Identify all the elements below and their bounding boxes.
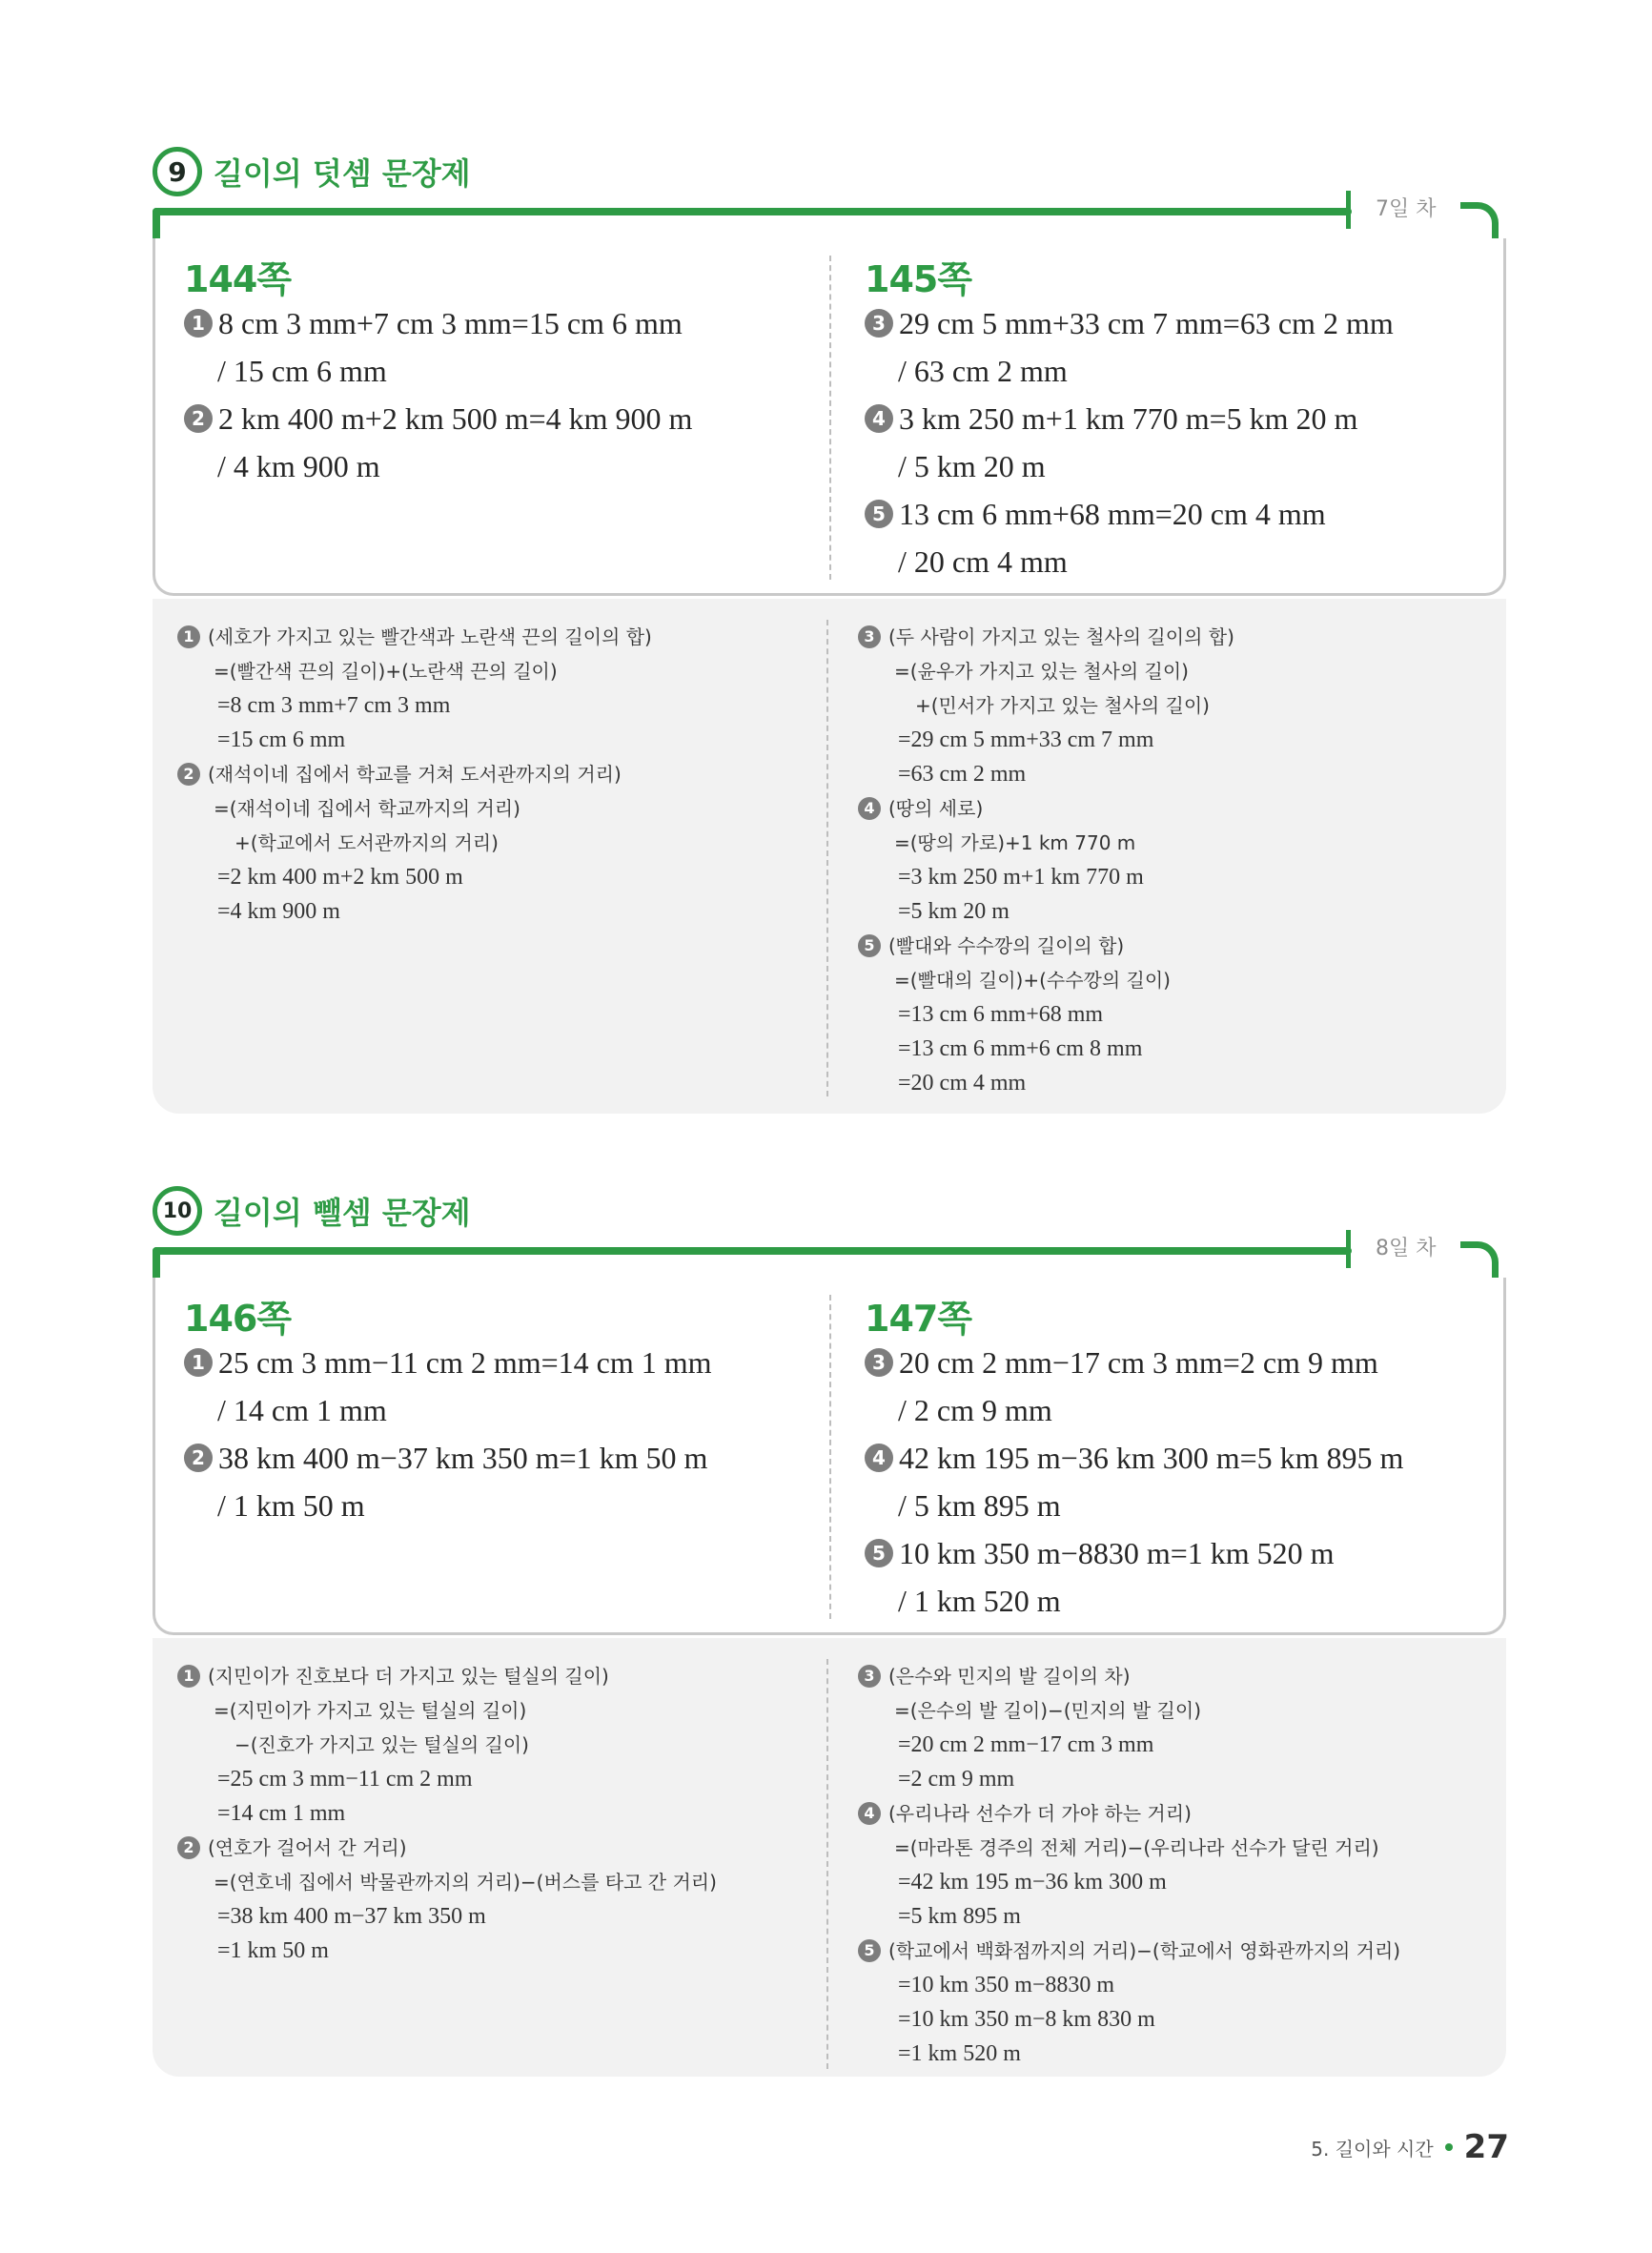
page-label-right: [865, 1289, 1494, 1339]
solution-line: [858, 1865, 1487, 1899]
solution-line: [858, 997, 1487, 1032]
answer-text: 20 cm 2 mm−17 cm 3 mm=2 cm 9 mm: [899, 1345, 1378, 1380]
solution-line: [177, 1762, 806, 1796]
solution-text: (두 사람이 가지고 있는 철사의 길이의 합): [888, 625, 1234, 648]
page-label-right: [865, 250, 1494, 299]
problem-number-badge: 4: [858, 797, 881, 820]
solution-line: [177, 1865, 806, 1899]
day-label: 7일 차: [1376, 197, 1437, 221]
section-title: 길이의 덧셈 문장제: [214, 155, 471, 192]
solution-text: =10 km 350 m−8 km 830 m: [898, 2007, 1155, 2032]
solution-line: [177, 894, 806, 929]
solution-column-right: [858, 1659, 1487, 2071]
problem-number-badge: 4: [865, 404, 893, 433]
solution-line: [177, 723, 806, 757]
column-divider: [829, 256, 831, 580]
answer-text: / 1 km 50 m: [217, 1488, 365, 1523]
top-rule-end: [1346, 1230, 1351, 1268]
top-rule: [153, 208, 1352, 215]
answer-text: / 5 km 20 m: [898, 449, 1046, 483]
solution-line: [858, 1032, 1487, 1066]
answer-text: / 15 cm 6 mm: [217, 354, 387, 388]
solution-line: [177, 757, 806, 791]
problem-number-badge: 2: [177, 1836, 200, 1859]
problem-number-badge: 2: [184, 404, 213, 433]
answer-list: [184, 1339, 813, 1529]
solution-divider: [826, 620, 828, 1096]
solution-text: (지민이가 진호보다 더 가지고 있는 털실의 길이): [208, 1665, 609, 1688]
answer-column-left: [184, 1278, 813, 1529]
solution-text: =(땅의 가로)+1 km 770 m: [894, 831, 1136, 854]
answer-line: [184, 299, 813, 347]
solution-line: [858, 757, 1487, 791]
solution-text: =13 cm 6 mm+68 mm: [898, 1002, 1104, 1027]
section-number-badge: 9: [153, 147, 202, 196]
solution-text: (학교에서 백화점까지의 거리)−(학교에서 영화관까지의 거리): [888, 1939, 1401, 1962]
solution-line: [177, 620, 806, 654]
page-label-left: [184, 250, 813, 299]
solution-text: =63 cm 2 mm: [898, 762, 1027, 787]
solution-line: [177, 1659, 806, 1693]
solution-line: [858, 1796, 1487, 1831]
solution-text: =15 cm 6 mm: [217, 727, 346, 752]
solution-text: (세호가 가지고 있는 빨간색과 노란색 끈의 길이의 합): [208, 625, 652, 648]
solution-line: [177, 1934, 806, 1968]
solution-text: =(마라톤 경주의 전체 거리)−(우리나라 선수가 달린 거리): [894, 1836, 1379, 1859]
answer-line: [865, 395, 1494, 442]
solution-text: (연호가 걸어서 간 거리): [208, 1836, 407, 1859]
solution-line: [858, 1066, 1487, 1100]
solution-list: [177, 1659, 806, 1968]
solution-text: =20 cm 4 mm: [898, 1071, 1027, 1096]
solution-text: =(연호네 집에서 박물관까지의 거리)−(버스를 타고 간 거리): [214, 1871, 717, 1894]
solution-text: =13 cm 6 mm+6 cm 8 mm: [898, 1036, 1143, 1061]
problem-number-badge: 5: [858, 934, 881, 957]
answer-text: 13 cm 6 mm+68 mm=20 cm 4 mm: [899, 497, 1326, 531]
solution-text: =8 cm 3 mm+7 cm 3 mm: [217, 693, 451, 718]
answer-line: [184, 442, 813, 490]
solution-column-left: [177, 1659, 806, 1968]
solution-line: [177, 1796, 806, 1831]
answer-box: [153, 238, 1506, 596]
answer-line: [865, 490, 1494, 538]
solution-list: [858, 620, 1487, 1100]
solution-text: (땅의 세로): [888, 797, 984, 820]
solution-text: (은수와 민지의 발 길이의 차): [888, 1665, 1131, 1688]
answer-line: [865, 1577, 1494, 1625]
problem-number-badge: 4: [858, 1802, 881, 1825]
answer-text: 2 km 400 m+2 km 500 m=4 km 900 m: [218, 401, 693, 436]
answer-line: [865, 1529, 1494, 1577]
answer-line: [865, 442, 1494, 490]
solution-line: [858, 1899, 1487, 1934]
solution-text: =(지민이가 가지고 있는 털실의 길이): [214, 1699, 527, 1722]
solution-text: =5 km 20 m: [898, 899, 1010, 924]
solution-column-right: [858, 620, 1487, 1100]
answer-column-left: [184, 238, 813, 490]
answer-line: [865, 538, 1494, 585]
solution-line: [858, 620, 1487, 654]
problem-number-badge: 4: [865, 1444, 893, 1472]
solution-text: =20 cm 2 mm−17 cm 3 mm: [898, 1732, 1154, 1757]
problem-number-badge: 1: [177, 1665, 200, 1688]
problem-number-badge: 3: [858, 1665, 881, 1688]
page-number: 147쪽: [865, 1298, 972, 1340]
answer-text: 29 cm 5 mm+33 cm 7 mm=63 cm 2 mm: [899, 306, 1394, 340]
answer-text: / 1 km 520 m: [898, 1584, 1061, 1618]
solution-line: [858, 1659, 1487, 1693]
solution-text: =5 km 895 m: [898, 1904, 1021, 1929]
solution-list: [858, 1659, 1487, 2071]
answer-text: 42 km 195 m−36 km 300 m=5 km 895 m: [899, 1441, 1404, 1475]
solution-text: =3 km 250 m+1 km 770 m: [898, 865, 1144, 890]
solution-line: [858, 654, 1487, 688]
answer-line: [184, 347, 813, 395]
answer-line: [184, 1434, 813, 1482]
solution-text: (재석이네 집에서 학교를 거쳐 도서관까지의 거리): [208, 763, 622, 786]
solution-line: [177, 654, 806, 688]
answer-text: 3 km 250 m+1 km 770 m=5 km 20 m: [899, 401, 1358, 436]
answer-line: [184, 395, 813, 442]
solution-text: =29 cm 5 mm+33 cm 7 mm: [898, 727, 1154, 752]
problem-number-badge: 2: [184, 1444, 213, 1472]
solution-text: −(진호가 가지고 있는 털실의 길이): [235, 1733, 529, 1756]
solution-line: [177, 1728, 806, 1762]
solution-text: =1 km 50 m: [217, 1938, 329, 1963]
solution-line: [858, 929, 1487, 963]
solution-column-left: [177, 620, 806, 929]
solution-text: =4 km 900 m: [217, 899, 340, 924]
solution-text: =(재석이네 집에서 학교까지의 거리): [214, 797, 520, 820]
answer-line: [865, 347, 1494, 395]
answer-text: 38 km 400 m−37 km 350 m=1 km 50 m: [218, 1441, 708, 1475]
answer-text: 25 cm 3 mm−11 cm 2 mm=14 cm 1 mm: [218, 1345, 712, 1380]
answer-text: / 4 km 900 m: [217, 449, 380, 483]
problem-number-badge: 1: [184, 309, 213, 338]
solution-line: [858, 2037, 1487, 2071]
solution-line: [177, 860, 806, 894]
answer-line: [865, 1482, 1494, 1529]
page-number: 145쪽: [865, 258, 972, 300]
solution-line: [858, 1762, 1487, 1796]
solution-text: (우리나라 선수가 더 가야 하는 거리): [888, 1802, 1192, 1825]
answer-text: / 20 cm 4 mm: [898, 544, 1068, 579]
column-divider: [829, 1295, 831, 1619]
solution-text: =(윤우가 가지고 있는 철사의 길이): [894, 660, 1189, 683]
solution-line: [177, 688, 806, 723]
answer-text: / 5 km 895 m: [898, 1488, 1061, 1523]
solution-text: +(학교에서 도서관까지의 거리): [235, 831, 499, 854]
footer-dot: [1445, 2143, 1453, 2151]
solution-line: [858, 723, 1487, 757]
problem-number-badge: 3: [865, 1348, 893, 1377]
problem-number-badge: 5: [865, 500, 893, 528]
solution-text: =(빨대의 길이)+(수수깡의 길이): [894, 969, 1171, 992]
solution-line: [858, 1968, 1487, 2002]
solution-divider: [826, 1659, 828, 2069]
solution-text: =42 km 195 m−36 km 300 m: [898, 1870, 1167, 1895]
answer-column-right: [865, 1278, 1494, 1625]
section-header: [153, 143, 471, 200]
solution-line: [858, 1831, 1487, 1865]
solution-text: +(민서가 가지고 있는 철사의 길이): [915, 694, 1210, 717]
answer-text: 8 cm 3 mm+7 cm 3 mm=15 cm 6 mm: [218, 306, 683, 340]
solution-text: (빨대와 수수깡의 길이의 합): [888, 934, 1125, 957]
answer-line: [184, 1386, 813, 1434]
solution-line: [858, 963, 1487, 997]
solution-line: [177, 1899, 806, 1934]
section-number-badge: 10: [153, 1186, 202, 1236]
solution-text: =1 km 520 m: [898, 2041, 1021, 2066]
top-rule-end: [1346, 191, 1351, 229]
page-number: 146쪽: [184, 1298, 292, 1340]
solution-text: =38 km 400 m−37 km 350 m: [217, 1904, 486, 1929]
solution-line: [858, 826, 1487, 860]
problem-number-badge: 1: [184, 1348, 213, 1377]
page-number: 144쪽: [184, 258, 292, 300]
page-number-footer: 27: [1463, 2128, 1509, 2166]
problem-number-badge: 5: [858, 1939, 881, 1962]
solution-line: [858, 1693, 1487, 1728]
answer-line: [184, 1482, 813, 1529]
solution-line: [177, 1831, 806, 1865]
answer-box: [153, 1278, 1506, 1635]
chapter-label: 5. 길이와 시간: [1311, 2137, 1434, 2161]
solution-line: [177, 826, 806, 860]
solution-text: =10 km 350 m−8830 m: [898, 1973, 1115, 1997]
section-title: 길이의 뺄셈 문장제: [214, 1195, 471, 1231]
solution-line: [858, 1728, 1487, 1762]
solution-line: [858, 688, 1487, 723]
problem-number-badge: 2: [177, 763, 200, 786]
solution-text: =2 km 400 m+2 km 500 m: [217, 865, 463, 890]
answer-text: 10 km 350 m−8830 m=1 km 520 m: [899, 1536, 1335, 1570]
answer-list: [865, 299, 1494, 585]
answer-line: [865, 1386, 1494, 1434]
solution-line: [858, 791, 1487, 826]
answer-line: [184, 1339, 813, 1386]
problem-number-badge: 3: [858, 625, 881, 648]
problem-number-badge: 5: [865, 1539, 893, 1567]
solution-text: =25 cm 3 mm−11 cm 2 mm: [217, 1767, 473, 1792]
answer-list: [865, 1339, 1494, 1625]
section-header: [153, 1182, 471, 1239]
answer-text: / 2 cm 9 mm: [898, 1393, 1052, 1427]
solution-text: =(빨간색 끈의 길이)+(노란색 끈의 길이): [214, 660, 558, 683]
answer-line: [865, 1339, 1494, 1386]
solution-text: =(은수의 발 길이)−(민지의 발 길이): [894, 1699, 1201, 1722]
solution-line: [858, 2002, 1487, 2037]
answer-list: [184, 299, 813, 490]
solution-text: =2 cm 9 mm: [898, 1767, 1015, 1792]
answer-text: / 14 cm 1 mm: [217, 1393, 387, 1427]
solution-box: [153, 599, 1506, 1114]
answer-text: / 63 cm 2 mm: [898, 354, 1068, 388]
answer-line: [865, 1434, 1494, 1482]
solution-line: [858, 860, 1487, 894]
solution-line: [177, 791, 806, 826]
solution-text: =14 cm 1 mm: [217, 1801, 346, 1826]
page-label-left: [184, 1289, 813, 1339]
problem-number-badge: 3: [865, 309, 893, 338]
solution-line: [177, 1693, 806, 1728]
solution-list: [177, 620, 806, 929]
page-footer: [1311, 2128, 1509, 2166]
answer-line: [865, 299, 1494, 347]
solution-box: [153, 1638, 1506, 2077]
problem-number-badge: 1: [177, 625, 200, 648]
solution-line: [858, 894, 1487, 929]
solution-line: [858, 1934, 1487, 1968]
answer-column-right: [865, 238, 1494, 585]
day-label: 8일 차: [1376, 1237, 1437, 1260]
top-rule: [153, 1247, 1352, 1255]
